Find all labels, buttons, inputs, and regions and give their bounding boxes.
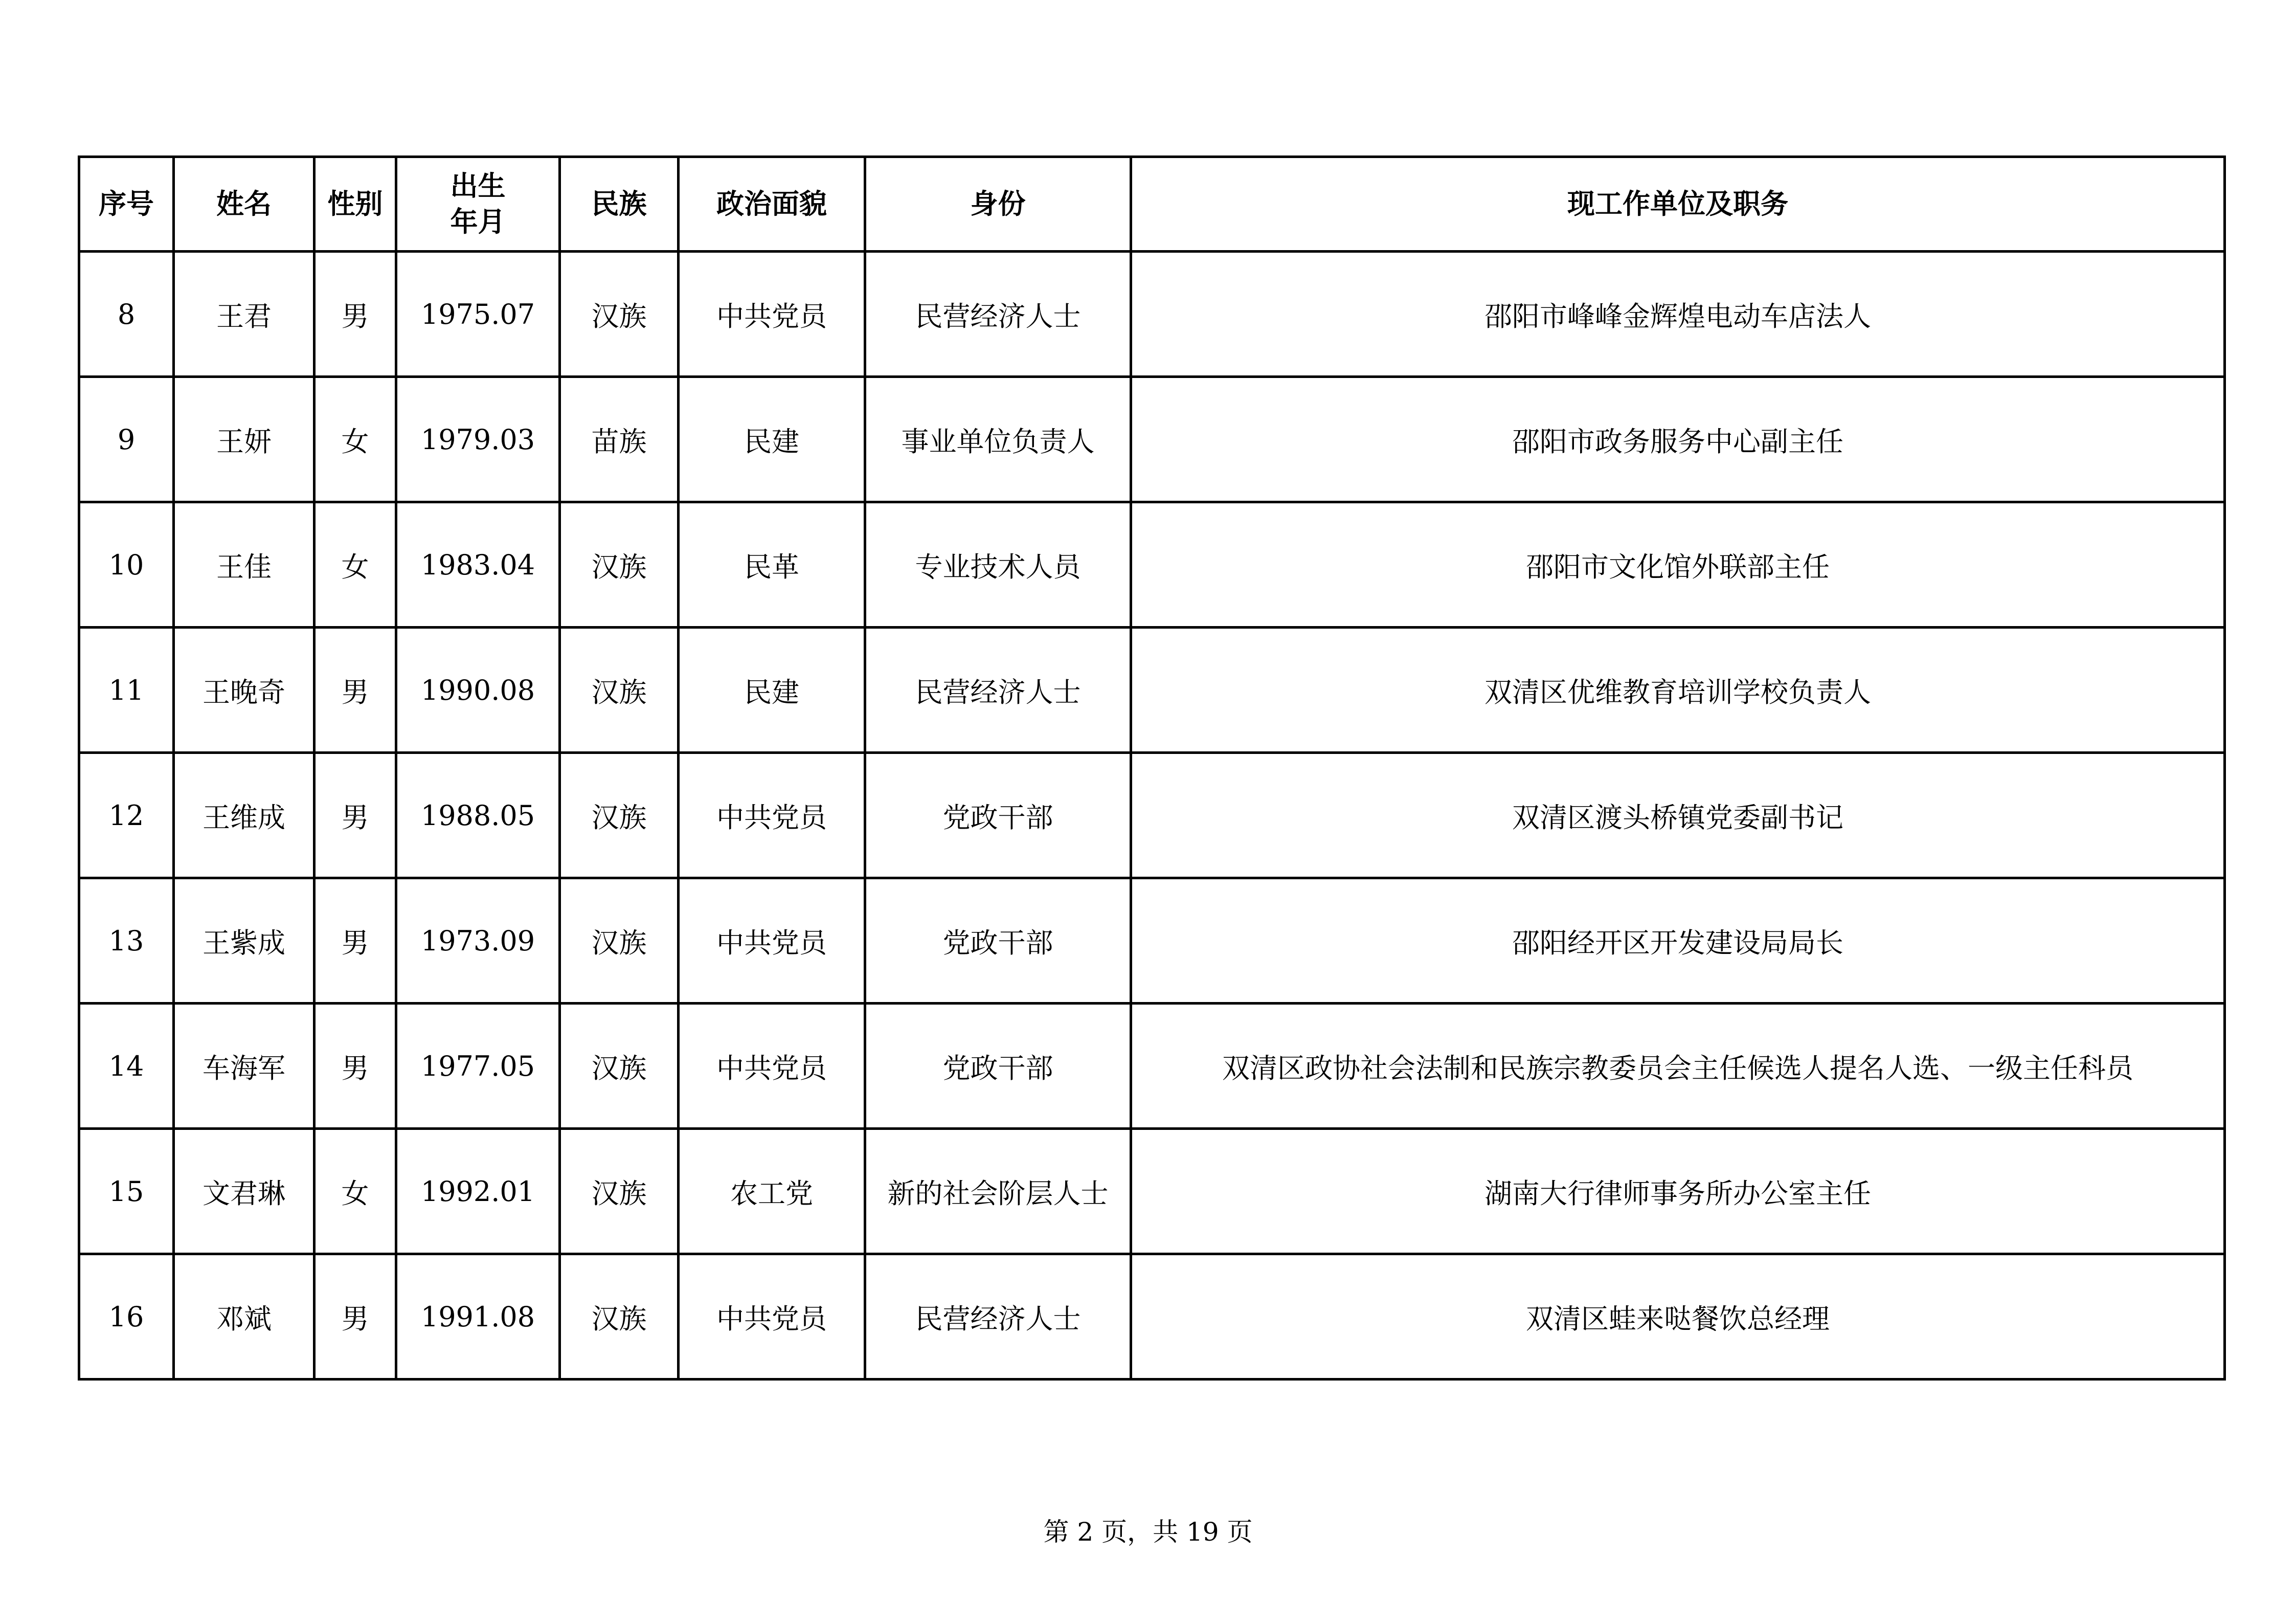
header-political: 政治面貌 — [679, 157, 865, 252]
header-birth-line1: 出生 — [450, 170, 506, 202]
header-workplace: 现工作单位及职务 — [1131, 157, 2225, 252]
cell-birth: 1991.08 — [396, 1254, 560, 1380]
cell-identity: 党政干部 — [865, 753, 1131, 878]
cell-birth: 1977.05 — [396, 1004, 560, 1129]
cell-seq: 8 — [79, 252, 174, 377]
page-number-footer: 第 2 页，共 19 页 — [1043, 1517, 1253, 1547]
cell-seq: 16 — [79, 1254, 174, 1380]
table-body — [79, 252, 2225, 1380]
cell-seq: 14 — [79, 1004, 174, 1129]
cell-name: 王佳 — [174, 502, 314, 628]
cell-political: 民建 — [679, 628, 865, 753]
cell-ethnicity: 汉族 — [560, 1129, 679, 1254]
cell-birth: 1992.01 — [396, 1129, 560, 1254]
table-row — [79, 252, 2225, 377]
roster-table — [78, 155, 2226, 1381]
cell-political: 民革 — [679, 502, 865, 628]
table-row — [79, 1129, 2225, 1254]
cell-gender: 男 — [314, 1004, 396, 1129]
cell-gender: 女 — [314, 1129, 396, 1254]
header-ethnicity: 民族 — [560, 157, 679, 252]
cell-workplace: 双清区优维教育培训学校负责人 — [1131, 628, 2225, 753]
cell-workplace: 湖南大行律师事务所办公室主任 — [1131, 1129, 2225, 1254]
cell-identity: 新的社会阶层人士 — [865, 1129, 1131, 1254]
header-birth-line2: 年月 — [450, 206, 506, 238]
cell-birth: 1973.09 — [396, 878, 560, 1004]
cell-birth: 1975.07 — [396, 252, 560, 377]
cell-political: 中共党员 — [679, 1004, 865, 1129]
cell-identity: 民营经济人士 — [865, 628, 1131, 753]
cell-gender: 男 — [314, 252, 396, 377]
cell-identity: 事业单位负责人 — [865, 377, 1131, 502]
cell-political: 中共党员 — [679, 1254, 865, 1380]
cell-gender: 男 — [314, 1254, 396, 1380]
cell-name: 王晚奇 — [174, 628, 314, 753]
cell-seq: 10 — [79, 502, 174, 628]
header-name: 姓名 — [174, 157, 314, 252]
cell-ethnicity: 苗族 — [560, 377, 679, 502]
cell-name: 文君琳 — [174, 1129, 314, 1254]
cell-gender: 女 — [314, 377, 396, 502]
table-row — [79, 753, 2225, 878]
table-row — [79, 1254, 2225, 1380]
cell-ethnicity: 汉族 — [560, 1004, 679, 1129]
cell-ethnicity: 汉族 — [560, 252, 679, 377]
header-birth — [396, 157, 560, 252]
cell-workplace: 邵阳经开区开发建设局局长 — [1131, 878, 2225, 1004]
cell-name: 车海军 — [174, 1004, 314, 1129]
table-row — [79, 502, 2225, 628]
cell-seq: 15 — [79, 1129, 174, 1254]
cell-identity: 党政干部 — [865, 878, 1131, 1004]
table-row — [79, 377, 2225, 502]
cell-ethnicity: 汉族 — [560, 1254, 679, 1380]
header-gender: 性别 — [314, 157, 396, 252]
cell-identity: 民营经济人士 — [865, 1254, 1131, 1380]
cell-name: 王君 — [174, 252, 314, 377]
table-header — [79, 157, 2225, 252]
header-identity: 身份 — [865, 157, 1131, 252]
cell-name: 王紫成 — [174, 878, 314, 1004]
cell-birth: 1983.04 — [396, 502, 560, 628]
cell-gender: 男 — [314, 878, 396, 1004]
cell-name: 邓斌 — [174, 1254, 314, 1380]
cell-gender: 男 — [314, 753, 396, 878]
cell-ethnicity: 汉族 — [560, 502, 679, 628]
cell-seq: 12 — [79, 753, 174, 878]
cell-political: 中共党员 — [679, 753, 865, 878]
cell-identity: 民营经济人士 — [865, 252, 1131, 377]
cell-seq: 13 — [79, 878, 174, 1004]
cell-name: 王维成 — [174, 753, 314, 878]
cell-seq: 11 — [79, 628, 174, 753]
cell-birth: 1990.08 — [396, 628, 560, 753]
cell-workplace: 邵阳市峰峰金辉煌电动车店法人 — [1131, 252, 2225, 377]
cell-political: 民建 — [679, 377, 865, 502]
cell-name: 王妍 — [174, 377, 314, 502]
cell-workplace: 双清区政协社会法制和民族宗教委员会主任候选人提名人选、一级主任科员 — [1131, 1004, 2225, 1129]
header-row — [79, 157, 2225, 252]
cell-ethnicity: 汉族 — [560, 753, 679, 878]
cell-birth: 1979.03 — [396, 377, 560, 502]
cell-political: 农工党 — [679, 1129, 865, 1254]
header-seq: 序号 — [79, 157, 174, 252]
cell-workplace: 邵阳市政务服务中心副主任 — [1131, 377, 2225, 502]
cell-political: 中共党员 — [679, 878, 865, 1004]
cell-gender: 男 — [314, 628, 396, 753]
cell-workplace: 双清区渡头桥镇党委副书记 — [1131, 753, 2225, 878]
cell-identity: 党政干部 — [865, 1004, 1131, 1129]
cell-political: 中共党员 — [679, 252, 865, 377]
table-row — [79, 628, 2225, 753]
cell-ethnicity: 汉族 — [560, 628, 679, 753]
cell-workplace: 邵阳市文化馆外联部主任 — [1131, 502, 2225, 628]
table-row — [79, 1004, 2225, 1129]
cell-workplace: 双清区蛙来哒餐饮总经理 — [1131, 1254, 2225, 1380]
cell-seq: 9 — [79, 377, 174, 502]
table-row — [79, 878, 2225, 1004]
cell-ethnicity: 汉族 — [560, 878, 679, 1004]
cell-birth: 1988.05 — [396, 753, 560, 878]
cell-gender: 女 — [314, 502, 396, 628]
cell-identity: 专业技术人员 — [865, 502, 1131, 628]
